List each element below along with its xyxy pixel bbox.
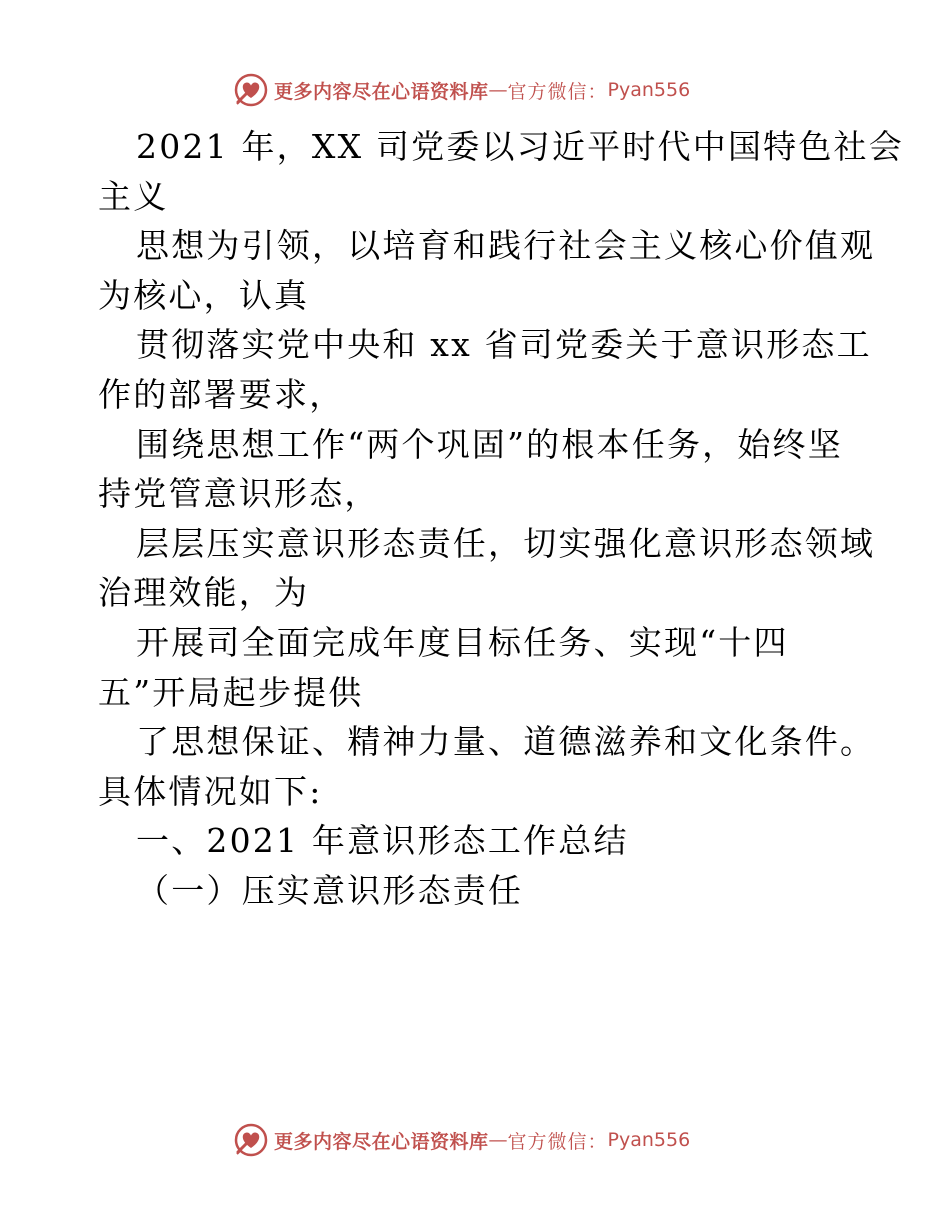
heart-pen-logo-icon (232, 1121, 270, 1159)
text-line: 层层压实意识形态责任，切实强化意识形态领域 (136, 523, 876, 563)
text-line: 围绕思想工作“两个巩固”的根本任务，始终坚 (136, 424, 843, 464)
watermark-wechat-label: 官方微信： (507, 80, 608, 103)
watermark-wechat-id: Pyan556 (607, 79, 691, 101)
heart-pen-logo-icon (232, 71, 270, 109)
text-line: 治理效能，为 (98, 573, 310, 613)
text-line: 2021 年，XX 司党委以习近平时代中国特色社会 (136, 127, 904, 166)
text-line: 持党管意识形态， (98, 474, 380, 514)
text-line: 为核心，认真 (98, 275, 310, 315)
text-line: 贯彻落实党中央和 xx 省司党委关于意识形态工 (136, 325, 872, 365)
text-line: 作的部署要求， (98, 374, 345, 414)
text-line: 开展司全面完成年度目标任务、实现“十四 (136, 622, 789, 662)
footer-watermark (232, 1120, 690, 1160)
watermark-site-text: 更多内容尽在心语资料库 (274, 1130, 489, 1153)
text-line: 思想为引领，以培育和践行社会主义核心价值观 (136, 226, 876, 266)
document-body (98, 122, 904, 916)
text-line: 了思想保证、精神力量、道德滋养和文化条件。 (136, 722, 876, 762)
section-heading: 一、2021 年意识形态工作总结 (136, 821, 629, 861)
subsection-heading: （一）压实意识形态责任 (136, 870, 524, 910)
watermark-wechat-label: 官方微信： (507, 1130, 608, 1153)
text-line: 主义 (98, 176, 169, 216)
text-line: 具体情况如下: (98, 771, 323, 811)
text-line: 五”开局起步提供 (98, 672, 364, 712)
watermark-wechat-id: Pyan556 (607, 1129, 691, 1151)
header-watermark (232, 70, 690, 110)
watermark-site-text: 更多内容尽在心语资料库 (274, 80, 489, 103)
watermark-separator: — (488, 79, 508, 101)
watermark-separator: — (488, 1129, 508, 1151)
